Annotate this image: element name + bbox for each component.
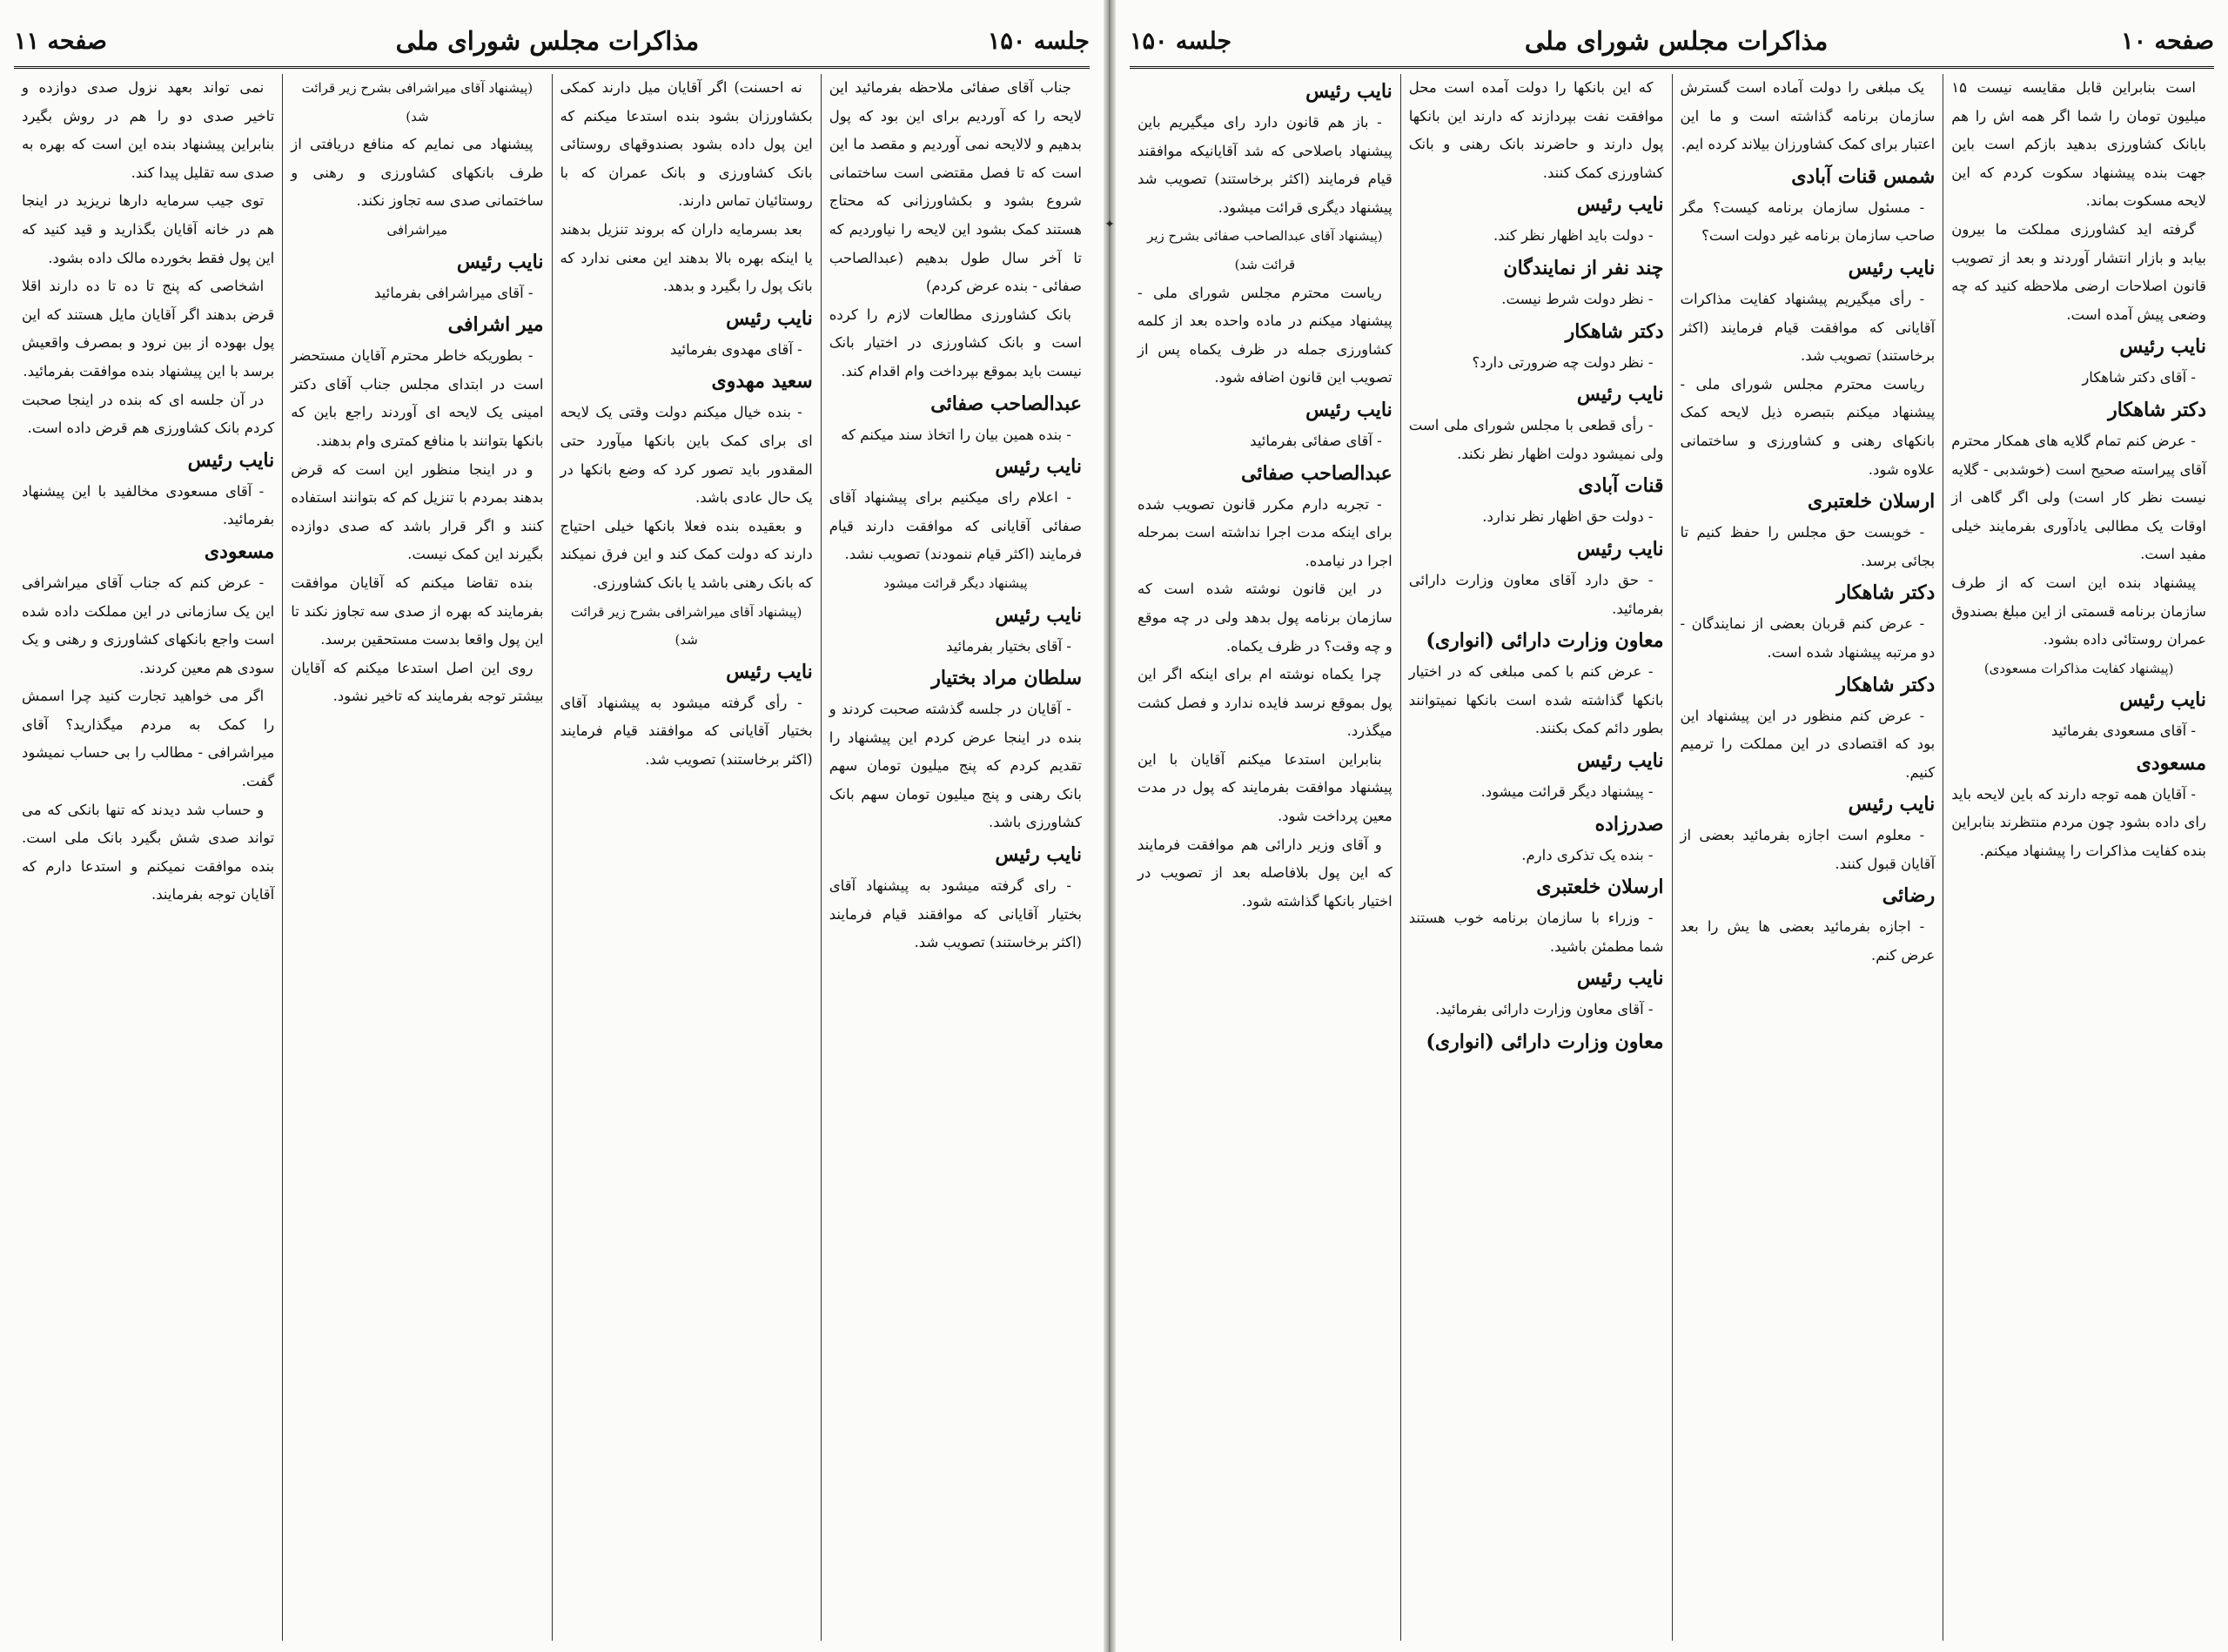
body-paragraph: اشخاصی که پنج تا ده تا ده دارند اقلا قرض بدهند اگر آقایان مایل هستند که این پول بهوده از بین نرود و بمصرف واقعیش برسد با این پیشنهاد بنده موافقت بفرمائید. [22, 278, 275, 379]
body-paragraph: - حق دارد آقای معاون وزارت دارائی بفرمائید. [1408, 571, 1664, 617]
speaker-name: نایب رئیس [1576, 383, 1664, 406]
body-paragraph: بنابراین استدعا میکنم آقایان با این پیشنهاد موافقت بفرمایند که پول در مدت معین پرداخت شود. [1137, 750, 1392, 825]
body-paragraph: چرا یکماه نوشته ام برای اینکه اگر این پول بموقع نرسد فایده ندارد و فصل کشت میگذرد. [1137, 666, 1392, 740]
body-paragraph: نه احسنت) اگر آقایان میل دارند کمکی بکشاورزان بشود بنده استدعا میکنم که این پول داده بشود بصندوقهای روستائی بانک کشاورزی و بانک عمران که با روستائیان تماس دارند. [560, 79, 813, 210]
speaker-name: سلطان مراد بختیار [931, 667, 1082, 690]
proposal-note: (پیشنهاد آقای میراشرافی بشرح زیر قرائت شد) [570, 603, 802, 648]
body-paragraph: روی این اصل استدعا میکنم که آقایان بیشتر توجه بفرمایند که تاخیر نشود. [291, 659, 544, 705]
speaker-name: نایب رئیس [1576, 193, 1664, 217]
body-paragraph: - مسئول سازمان برنامه کیست؟ مگر صاحب سازمان برنامه غیر دولت است؟ [1680, 198, 1936, 245]
body-paragraph: و بعقیده بنده فعلا بانکها خیلی احتیاج دارند که دولت کمک کند و این فرق نمیکند که بانک رهنی باشد یا بانک کشاورزی. [560, 517, 813, 591]
body-paragraph: - بنده همین بیان را اتخاذ سند میکنم که [841, 426, 1071, 443]
body-paragraph: - معلوم است اجازه بفرمائید بعضی از آقایان قبول کنند. [1680, 827, 1936, 872]
body-paragraph: و آقای وزیر دارائی هم موافقت فرمایند که این پول بلافاصله بعد از تصویب در اختیار بانکها گذاشته شود. [1137, 836, 1392, 910]
page-title: مذاکرات مجلس شورای ملی [395, 26, 700, 56]
column [1130, 74, 1400, 1641]
speaker-name: نایب رئیس [1576, 749, 1664, 772]
body-paragraph: نمی تواند بعهد نزول صدی دوازده و تاخیر صدی دو را هم در روش بگیرد بنابراین پیشنهاد بنده این است که بهره به صدی سه تقلیل پیدا کند. [22, 79, 275, 181]
body-paragraph: - رأی قطعی با مجلس شورای ملی است ولی نمیشود دولت اظهار نظر نکند. [1408, 417, 1664, 462]
proposal-note: (پیشنهاد کفایت مذاکرات مسعودی) [1983, 660, 2174, 676]
body-paragraph: و در اینجا منظور این است که قرض بدهند بمردم با تنزیل کم که بتوانند استفاده کنند و اگر قرار باشد که صدی دوازده بگیرند این کمک نیست. [291, 460, 544, 563]
body-paragraph: پیشنهاد بنده این است که از طرف سازمان برنامه قسمتی از این مبلغ بصندوق عمران روستائی داده بشود. [1951, 574, 2206, 648]
session-label: جلسه ۱۵۰ [1130, 27, 1232, 55]
column [821, 74, 1090, 1641]
speaker-name: مسعودی [2136, 751, 2206, 775]
body-paragraph: - رأی گرفته میشود به پیشنهاد آقای بختیار آقایانی که موافقند قیام فرمایند (اکثر برخاستند) تصویب شد. [560, 694, 813, 768]
speaker-name: مسعودی [204, 540, 275, 563]
speaker-name: نایب رئیس [2119, 335, 2206, 359]
speaker-name: نایب رئیس [456, 250, 544, 273]
speaker-name: نایب رئیس [1305, 398, 1392, 421]
proposal-note: (پیشنهاد آقای عبدالصاحب صفائی بشرح زیر قرائت شد) [1147, 228, 1383, 272]
column [552, 74, 821, 1641]
body-paragraph: - رای گرفته میشود به پیشنهاد آقای بختیار آقایانی که موافقند قیام فرمایند (اکثر برخاستند) تصویب شد. [829, 877, 1082, 951]
body-paragraph: - نظر دولت شرط نیست. [1501, 290, 1654, 307]
column [14, 74, 282, 1641]
speaker-name: نایب رئیس [995, 843, 1082, 867]
body-paragraph: گرفته اید کشاورزی مملکت ما بیرون بیابد و بازار انتشار آوردند و بعد از تصویب قانون اصلاحات ارضی ملاحظه کنید که چه وضعی پیش آمده است. [1951, 220, 2206, 323]
body-paragraph: - عرض کنم با کمی مبلغی که در اختیار بانکها گذاشته شده است بانکها نمیتوانند بطور دائم کمک بکنند. [1408, 663, 1664, 737]
proposal-note: پیشنهاد دیگر قرائت میشود [883, 574, 1028, 591]
body-paragraph: - بنده خیال میکنم دولت وقتی یک لایحه ای برای کمک باین بانکها میآورد حتی المقدور باید تصور کرد که وضع بانکها در یک حال عادی باشد. [560, 404, 813, 507]
body-paragraph: - دولت باید اظهار نظر کند. [1493, 227, 1654, 245]
speaker-name: نایب رئیس [187, 448, 275, 472]
speaker-name: عبدالصاحب صفائی [1241, 461, 1392, 485]
page-left [0, 0, 1104, 1652]
body-paragraph: - باز هم قانون دارد رای میگیریم باین پیشنهاد باصلاحی که شد آقایانیکه موافقند قیام فرمایند (اکثر برخاستند) تصویب شد پیشنهاد دیگری قرائت میشود. [1137, 114, 1392, 216]
speaker-name: عبدالصاحب صفائی [930, 392, 1082, 415]
body-paragraph: ریاست محترم مجلس شورای ملی - پیشنهاد میکنم در ماده واحده بعد از کلمه کشاورزی جمله در ظرف یکماه پس از تصویب این قانون اضافه شود. [1137, 284, 1392, 386]
page-number: صفحه ۱۰ [2121, 27, 2214, 55]
body-paragraph: - آقای دکتر شاهکار [2082, 369, 2196, 386]
speaker-name: ارسلان خلعتبری [1808, 490, 1936, 514]
speaker-name: صدرزاده [1594, 812, 1664, 836]
speaker-name: نایب رئیس [1576, 967, 1664, 991]
body-paragraph: پیشنهاد می نمایم که منافع دریافتی از طرف بانکهای کشاورزی و رهنی و ساختمانی صدی سه تجاوز نکند. [291, 136, 544, 210]
session-label: صفحه ۱۱ [14, 27, 107, 55]
body-paragraph: - آقای مهدوی بفرمائید [669, 340, 802, 358]
text-columns [14, 74, 1090, 1641]
body-paragraph: - عرض کنم تمام گلایه های همکار محترم آقای پیراسته صحیح است (خوشدبی - گلایه نیست نظر کار است) ولی اگر گاهی از اوقات یک مطالبی یادآوری بفرمایند خیلی مفید است. [1951, 432, 2206, 563]
body-paragraph: - عرض کنم قربان بعضی از نمایندگان - دو مرتبه پیشنهاد شده است. [1680, 615, 1936, 661]
body-paragraph: - آقای معاون وزارت دارائی بفرمائید. [1435, 1001, 1654, 1018]
body-paragraph: که این بانکها را دولت آمده است محل موافقت نفت بپردازند که دارند این بانکها پول دارند و حاضرند بانک رهنی و بانک کشاورزی کمک کنند. [1408, 79, 1664, 181]
body-paragraph: - آقایان در جلسه گذشته صحبت کردند و بنده در اینجا عرض کردم این پیشنهاد را تقدیم کردم که پنج میلیون تومان سهم بانک رهنی و پنج میلیون تومان سهم بانک کشاورزی باشد. [829, 701, 1082, 831]
body-paragraph: است بنابراین قابل مقایسه نیست ۱۵ میلیون تومان را شما اگر همه اش را هم بابانک کشاورزی بدهید بازکم است باین جهت بنده پیشنهاد سکوت کردم که این لایحه مسکوت بماند. [1951, 79, 2206, 210]
fold-ornament-icon: ✦ [1104, 218, 1115, 232]
body-paragraph: - آقای میراشرافی بفرمائید [373, 284, 534, 301]
proposal-note: میراشرافی [386, 221, 448, 238]
body-paragraph: بانک کشاورزی مطالعات لازم را کرده است و بانک کشاورزی در اختیار بانک نیست باید بموقع بپرداخت وام اقدام کند. [829, 306, 1082, 379]
speaker-name: دکتر شاهکار [1836, 673, 1936, 696]
body-paragraph: توی جیب سرمایه دارها نریزید در اینجا هم در خانه آقایان بگذارید و قید کنید که این پول فقط بخورده مالک داده بشود. [22, 192, 275, 266]
column [282, 74, 551, 1641]
body-paragraph: - پیشنهاد دیگر قرائت میشود. [1480, 782, 1654, 800]
body-paragraph: اگر می خواهید تجارت کنید چرا اسمش را کمک به مردم میگذارید؟ آقای میراشرافی - مطالب را بی حساب نمیشود گفت. [22, 688, 275, 790]
speaker-name: رضائی [1882, 884, 1936, 908]
body-paragraph: - عرض کنم که جناب آقای میراشرافی این یک سازمانی در این مملکت داده شده است واجع بانکهای کشاورزی و رهنی و یک سودی هم معین کردند. [22, 574, 275, 676]
speaker-name: دکتر شاهکار [1565, 319, 1664, 343]
speaker-name: نایب رئیس [1848, 793, 1936, 816]
body-paragraph: - دولت حق اظهار نظر ندارد. [1482, 508, 1654, 526]
speaker-name: قنات آبادی [1578, 474, 1664, 498]
speaker-name: ارسلان خلعتبری [1536, 876, 1664, 899]
body-paragraph: - خوبست حق مجلس را حفظ کنیم تا بجائی برسد. [1680, 524, 1936, 569]
body-paragraph: - تجربه دارم مکرر قانون تصویب شده برای اینکه مدت اجرا نداشته است بمرحله اجرا در نیامده. [1137, 495, 1392, 569]
text-columns [1130, 74, 2214, 1641]
page-right [1116, 0, 2228, 1652]
speaker-name: نایب رئیس [1305, 80, 1392, 103]
body-paragraph: بنده تقاضا میکنم که آقایان موافقت بفرمایند که بهره از صدی سه تجاوز نکند تا این پول واقعا بدست مستحقین برسد. [291, 574, 544, 648]
speaker-name: میر اشرافی [447, 313, 544, 337]
body-paragraph: - آقای مسعودی بفرمائید [2050, 722, 2196, 740]
speaker-name: نایب رئیس [2119, 688, 2206, 712]
body-paragraph: - آقایان همه توجه دارند که باین لایحه باید رای داده بشود چون مردم منتظرند بنابراین بنده کفایت مذاکرات را پیشنهاد میکنم. [1951, 785, 2206, 860]
body-paragraph: - بطوریکه خاطر محترم آقایان مستحضر است در ابتدای مجلس جناب آقای دکتر امینی یک لایحه ای آوردند راجع باین که بانکها بتوانند با منافع کمتری وام بدهند. [291, 347, 544, 449]
page-gutter [1104, 0, 1116, 1652]
speaker-name: دکتر شاهکار [1836, 581, 1936, 605]
body-paragraph: - وزراء با سازمان برنامه خوب هستند شما مطمئن باشید. [1408, 910, 1664, 955]
body-paragraph: - رأی میگیریم پیشنهاد کفایت مذاکرات آقایانی که موافقت قیام فرمایند (اکثر برخاستند) تصویب شد. [1680, 290, 1936, 365]
body-paragraph: - آقای مسعودی مخالفید با این پیشنهاد بفرمائید. [22, 482, 275, 528]
body-paragraph: بعد بسرمایه داران که بروند تنزیل بدهند یا اینکه بهره بالا بدهند این معنی ندارد که بانک پول را بگیرد و بدهد. [560, 220, 813, 295]
page-header [14, 16, 1090, 69]
body-paragraph: - اجازه بفرمائید بعضی ها یش را بعد عرض کنم. [1680, 918, 1936, 964]
page-number: جلسه ۱۵۰ [987, 27, 1090, 55]
speaker-name: معاون وزارت دارائی (انواری) [1426, 629, 1664, 653]
body-paragraph: - آقای بختیار بفرمائید [945, 637, 1071, 655]
body-paragraph: و حساب شد دیدند که تنها بانکی که می تواند صدی شش بگیرد بانک ملی است. بنده موافقت نمیکنم و استدعا دارم که آقایان توجه بفرمایند. [22, 801, 275, 903]
speaker-name: نایب رئیس [726, 306, 813, 330]
speaker-name: نایب رئیس [995, 455, 1082, 479]
speaker-name: سعید مهدوی [711, 370, 813, 393]
body-paragraph: - عرض کنم منظور در این پیشنهاد این بود که اقتصادی در این مملکت را ترمیم کنیم. [1680, 707, 1936, 781]
body-paragraph: - نظر دولت چه ضرورتی دارد؟ [1472, 353, 1654, 371]
column [1672, 74, 1943, 1641]
speaker-name: معاون وزارت دارائی (انواری) [1426, 1030, 1664, 1053]
page-header [1130, 16, 2214, 69]
proposal-note: (پیشنهاد آقای میراشرافی بشرح زیر قرائت شد) [301, 80, 534, 124]
page-title: مذاکرات مجلس شورای ملی [1524, 26, 1829, 56]
body-paragraph: - اعلام رای میکنیم برای پیشنهاد آقای صفائی آقایانی که موافقت دارند قیام فرمایند (اکثر قیام ننمودند) تصویب نشد. [829, 489, 1082, 563]
body-paragraph: در این قانون نوشته شده است که سازمان برنامه پول بدهد ولی در چه موقع و چه وقت؟ در ظرف یکماه. [1137, 581, 1392, 655]
body-paragraph: یک مبلغی را دولت آماده است گسترش سازمان برنامه گذاشته است و ما این اعتبار برای کمک کشاورزان بیلاند کرده ایم. [1680, 79, 1936, 153]
speaker-name: نایب رئیس [1576, 537, 1664, 561]
body-paragraph: در آن جلسه ای که بنده در اینجا صحبت کردم بانک کشاورزی هم قرض داده است. [22, 391, 275, 437]
body-paragraph: - بنده یک تذکری دارم. [1521, 846, 1654, 863]
speaker-name: نایب رئیس [1848, 256, 1936, 279]
speaker-name: دکتر شاهکار [2108, 398, 2206, 421]
body-paragraph: ریاست محترم مجلس شورای ملی - پیشنهاد میکنم بتبصره ذیل لایحه کمک بانکهای رهنی و کشاورزی و ساختمانی علاوه شود. [1680, 375, 1936, 478]
body-paragraph: جناب آقای صفائی ملاحظه بفرمائید این لایحه را که آوردیم برای این بود که پول بدهیم و لالایحه نمی آوردیم و مقصد ما این است که تا فصل مقتضی است ساختمانی شروع بشود و بکشاورزانی که محتاج هستند کمک بشود این لایحه را نیاوردیم که تا آخر سال طول بدهیم (عبدالصاحب صفائی - بنده عرض کردم) [829, 79, 1082, 295]
column [1400, 74, 1672, 1641]
speaker-name: شمس قنات آبادی [1791, 165, 1936, 188]
speaker-name: نایب رئیس [995, 603, 1082, 627]
body-paragraph: - آقای صفائی بفرمائید [1250, 432, 1382, 449]
speaker-name: نایب رئیس [726, 660, 813, 683]
column [1943, 74, 2214, 1641]
speaker-name: چند نفر از نمایندگان [1503, 256, 1664, 279]
